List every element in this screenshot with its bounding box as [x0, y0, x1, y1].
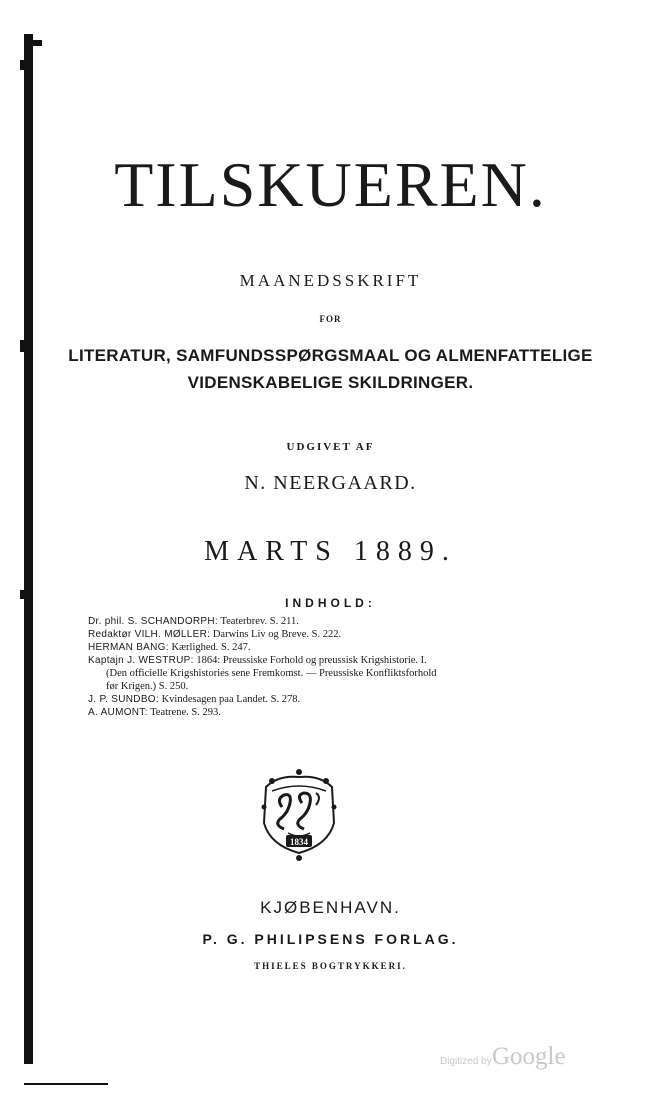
contents-list	[88, 615, 538, 719]
entry-text: Kvindesagen paa Landet. S. 278.	[161, 694, 301, 705]
editor-name: N. NEERGAARD.	[244, 472, 417, 494]
binding-mark	[32, 40, 42, 46]
publisher-monogram-icon	[258, 767, 340, 863]
journal-subtitle: MAANEDSSKRIFT	[239, 271, 422, 290]
binding-mark	[20, 590, 24, 599]
entry-author: J. P. SUNDBO:	[88, 694, 159, 705]
watermark-brand: Google	[492, 1043, 566, 1070]
imprint-publisher: P. G. PHILIPSENS FORLAG.	[202, 931, 459, 947]
binding-edge	[24, 34, 33, 1064]
entry-text: 1864: Preussiske Forhold og preussisk Krigshistorie. I.	[196, 655, 427, 666]
issue-date: MARTS 1889.	[204, 536, 457, 567]
for-word: FOR	[319, 314, 342, 324]
binding-mark	[20, 60, 25, 70]
entry-author: HERMAN BANG:	[88, 642, 169, 653]
contents-entry	[88, 706, 538, 719]
watermark-by: Digitized by	[440, 1056, 492, 1067]
contents-entry	[88, 654, 538, 693]
entry-text: Kærlighed. S. 247.	[171, 642, 251, 653]
entry-text: Darwins Liv og Breve. S. 222.	[212, 629, 342, 640]
journal-title: TILSKUEREN.	[114, 149, 547, 220]
journal-topics	[33, 342, 628, 396]
entry-author: Dr. phil. S. SCHANDORPH:	[88, 616, 219, 627]
entry-text: Teaterbrev. S. 211.	[220, 616, 299, 627]
imprint-printer: THIELES BOGTRYKKERI.	[254, 961, 407, 971]
publisher-label: UDGIVET AF	[286, 441, 375, 453]
google-watermark	[440, 1043, 600, 1073]
contents-entry	[88, 615, 538, 628]
contents-entry	[88, 628, 538, 641]
bottom-rule	[24, 1083, 108, 1085]
emblem-year: 1834	[290, 837, 308, 847]
entry-author: Kaptajn J. WESTRUP:	[88, 655, 194, 666]
binding-mark	[20, 340, 24, 352]
contents-heading: INDHOLD:	[285, 596, 376, 610]
imprint-city: KJØBENHAVN.	[260, 898, 401, 917]
topics-line-2: VIDENSKABELIGE SKILDRINGER.	[187, 373, 474, 392]
entry-author: Redaktør VILH. MØLLER:	[88, 629, 211, 640]
topics-line-1: LITERATUR, SAMFUNDSSPØRGSMAAL OG ALMENFATTELIGE	[68, 346, 593, 365]
entry-text: Teatrene. S. 293.	[150, 707, 221, 718]
contents-entry	[88, 641, 538, 654]
entry-author: A. AUMONT:	[88, 707, 148, 718]
contents-entry	[88, 693, 538, 706]
entry-continuation: (Den officielle Krigshistories sene Fremkomst. — Preussiske Konfliktsforhold	[106, 668, 437, 679]
entry-continuation: før Krigen.) S. 250.	[106, 681, 189, 692]
